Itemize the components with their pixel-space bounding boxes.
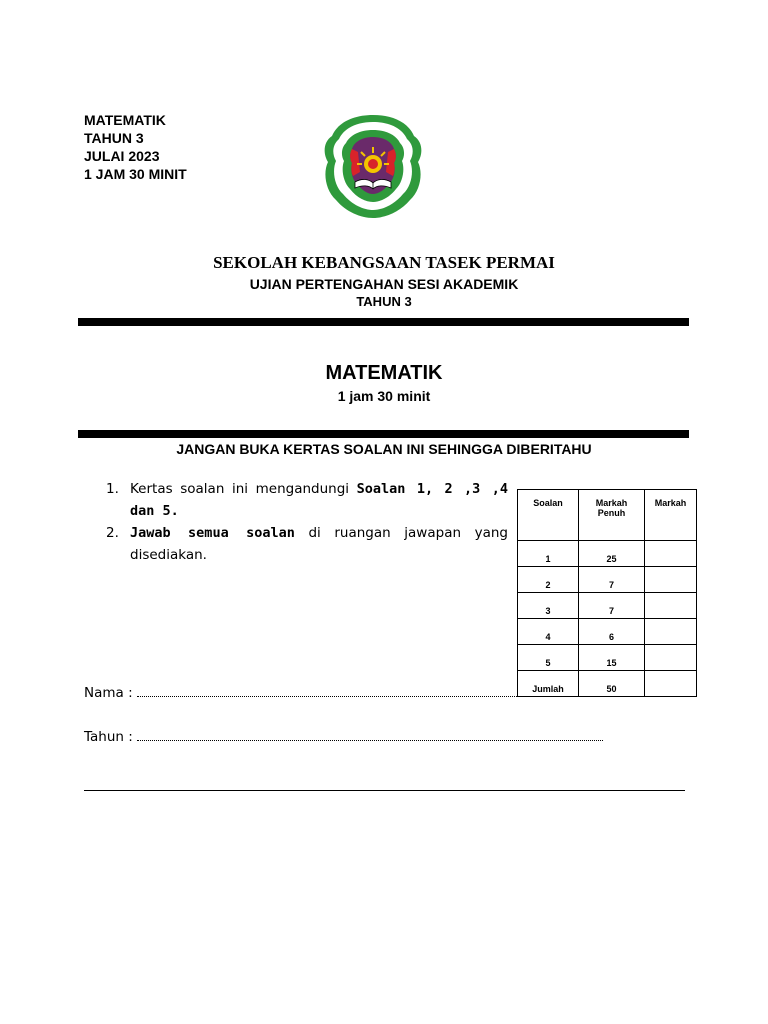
name-dotted-line[interactable] bbox=[137, 684, 603, 697]
warning-text: JANGAN BUKA KERTAS SOALAN INI SEHINGGA DIBERITAHU bbox=[176, 441, 592, 457]
instruction-bold-text: Soalan 1, 2 ,3 ,4 dan 5. bbox=[130, 481, 508, 519]
cell-jumlah-label: Jumlah bbox=[518, 671, 579, 697]
header-markah-penuh bbox=[579, 490, 645, 541]
cell-markah-penuh: 25 bbox=[579, 541, 645, 567]
cell-markah-penuh: 7 bbox=[579, 567, 645, 593]
instruction-bold-text: Jawab semua soalan bbox=[130, 525, 295, 541]
exam-name: UJIAN PERTENGAHAN SESI AKADEMIK bbox=[249, 276, 519, 292]
instruction-number: 1. bbox=[106, 481, 119, 497]
cell-jumlah-markah[interactable] bbox=[645, 671, 697, 697]
school-name: SEKOLAH KEBANGSAAN TASEK PERMAI bbox=[213, 253, 555, 272]
instruction-item bbox=[106, 478, 508, 522]
cell-soalan: 4 bbox=[518, 619, 579, 645]
header-time: 1 JAM 30 MINIT bbox=[84, 166, 187, 182]
cell-soalan: 1 bbox=[518, 541, 579, 567]
cell-markah-penuh: 7 bbox=[579, 593, 645, 619]
cell-markah[interactable] bbox=[645, 567, 697, 593]
cell-markah-penuh: 15 bbox=[579, 645, 645, 671]
cell-markah[interactable] bbox=[645, 645, 697, 671]
header-markah-penuh-label: Markah Penuh bbox=[595, 498, 628, 518]
cell-soalan: 3 bbox=[518, 593, 579, 619]
cell-markah[interactable] bbox=[645, 619, 697, 645]
header-subject: MATEMATIK bbox=[84, 112, 166, 128]
instruction-number: 2. bbox=[106, 525, 119, 541]
cell-markah[interactable] bbox=[645, 593, 697, 619]
instruction-item bbox=[106, 522, 508, 566]
header-soalan: Soalan bbox=[518, 490, 579, 541]
paper-duration: 1 jam 30 minit bbox=[337, 388, 431, 404]
instructions-list bbox=[106, 478, 508, 566]
marks-table bbox=[517, 489, 697, 697]
school-logo bbox=[322, 112, 424, 220]
exam-year: TAHUN 3 bbox=[356, 294, 412, 309]
table-row bbox=[518, 541, 697, 567]
instruction-text-tail: di ruangan jawapan yang disediakan. bbox=[130, 525, 508, 563]
name-field[interactable] bbox=[84, 684, 603, 701]
year-label: Tahun : bbox=[84, 729, 133, 745]
cell-jumlah-penuh: 50 bbox=[579, 671, 645, 697]
divider-bar-top bbox=[78, 318, 689, 326]
table-row bbox=[518, 645, 697, 671]
cell-markah-penuh: 6 bbox=[579, 619, 645, 645]
table-row bbox=[518, 619, 697, 645]
table-row bbox=[518, 593, 697, 619]
year-field[interactable] bbox=[84, 728, 603, 745]
header-info bbox=[84, 111, 187, 183]
paper-subject: MATEMATIK bbox=[325, 362, 443, 384]
cell-soalan: 2 bbox=[518, 567, 579, 593]
bottom-rule bbox=[84, 790, 685, 791]
name-label: Nama : bbox=[84, 685, 133, 701]
header-year: TAHUN 3 bbox=[84, 130, 144, 146]
year-dotted-line[interactable] bbox=[137, 728, 603, 741]
divider-bar-bottom bbox=[78, 430, 689, 438]
cell-soalan: 5 bbox=[518, 645, 579, 671]
instruction-text: Kertas soalan ini mengandungi bbox=[130, 481, 357, 497]
table-row bbox=[518, 567, 697, 593]
marks-table-header-row bbox=[518, 490, 697, 541]
header-markah: Markah bbox=[645, 490, 697, 541]
header-date: JULAI 2023 bbox=[84, 148, 160, 164]
cell-markah[interactable] bbox=[645, 541, 697, 567]
